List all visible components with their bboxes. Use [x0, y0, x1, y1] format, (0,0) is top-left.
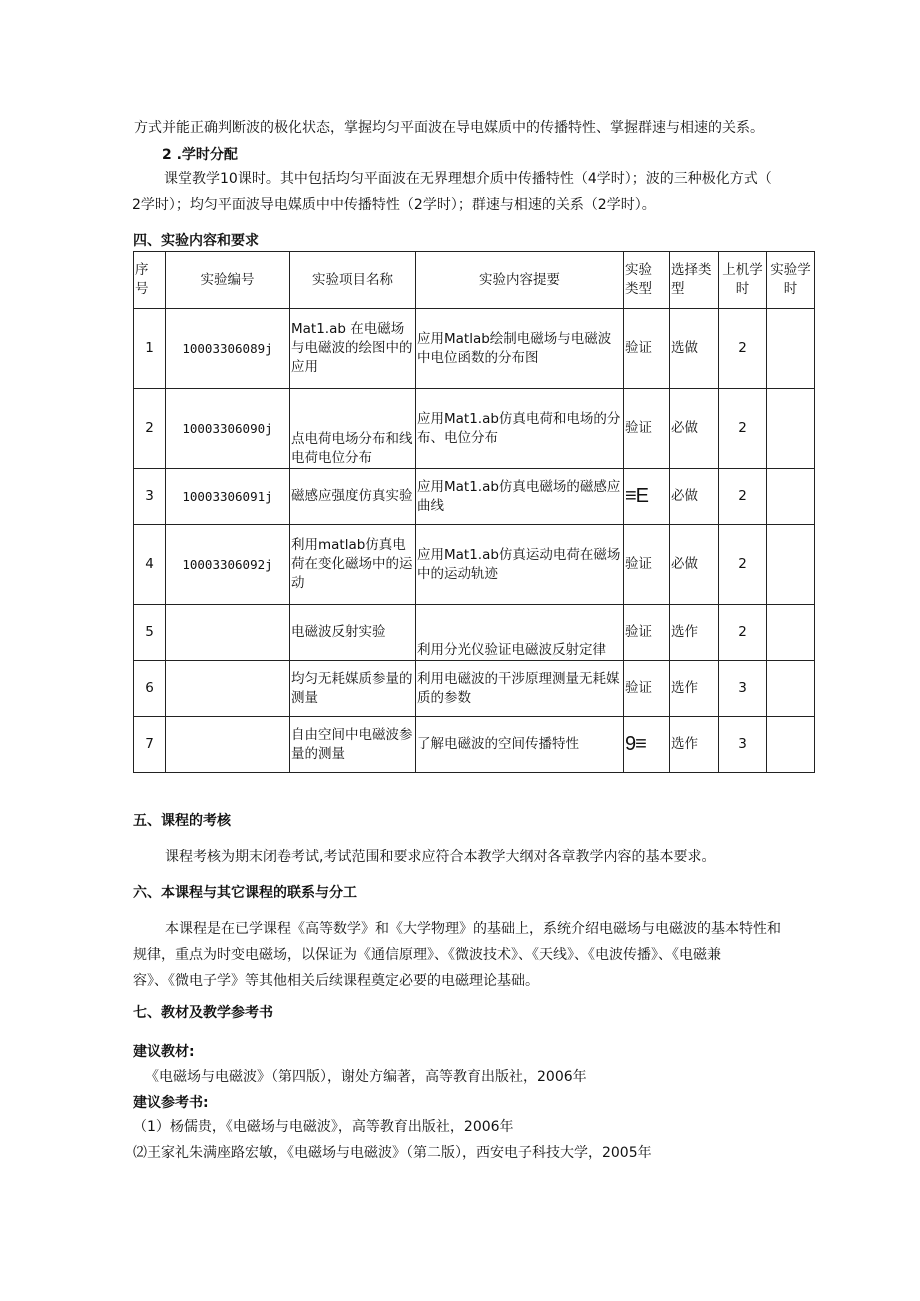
section-6-line-2: 规律，重点为时变电磁场，以保证为《通信原理》、《微波技术》、《天线》、《电波传播》、《电磁兼	[133, 947, 721, 963]
cell-choice: 选作	[670, 605, 719, 661]
header-type: 实验 类型	[624, 252, 670, 309]
header-code: 实验编号	[166, 252, 290, 309]
cell-lab-hours	[767, 389, 815, 469]
cell-name: 利用matlab仿真电荷在变化磁场中的运动	[290, 525, 416, 605]
section-7-title: 七、教材及教学参考书	[133, 1005, 273, 1021]
cell-name: 电磁波反射实验	[290, 605, 416, 661]
cell-seq: 1	[134, 309, 166, 389]
cell-choice: 必做	[670, 469, 719, 525]
cell-code	[166, 717, 290, 773]
cell-name: 点电荷电场分布和线电荷电位分布	[290, 389, 416, 469]
table-row	[134, 469, 815, 525]
cell-choice: 必做	[670, 389, 719, 469]
cell-seq: 3	[134, 469, 166, 525]
cell-seq: 2	[134, 389, 166, 469]
cell-type: 验证	[624, 309, 670, 389]
header-machine-hours: 上机学 时	[719, 252, 767, 309]
cell-code: 10003306092j	[166, 525, 290, 605]
cell-seq: 6	[134, 661, 166, 717]
reference-2: ⑵王家礼朱满座路宏敏，《电磁场与电磁波》（第二版），西安电子科技大学，2005年	[133, 1145, 652, 1161]
cell-name: Mat1.ab 在电磁场与电磁波的绘图中的应用	[290, 309, 416, 389]
cell-machine-hours: 2	[719, 389, 767, 469]
cell-choice: 选做	[670, 309, 719, 389]
section-5-title: 五、课程的考核	[133, 813, 231, 829]
table-row	[134, 389, 815, 469]
header-content: 实验内容提要	[416, 252, 624, 309]
cell-machine-hours: 3	[719, 717, 767, 773]
cell-code: 10003306089j	[166, 309, 290, 389]
header-lab-hours: 实验学 时	[767, 252, 815, 309]
table-row	[134, 661, 815, 717]
table-row	[134, 309, 815, 389]
cell-machine-hours: 2	[719, 525, 767, 605]
cell-type: 验证	[624, 525, 670, 605]
section-6-line-3: 容》、《微电子学》等其他相关后续课程奠定必要的电磁理论基础。	[133, 973, 539, 989]
cell-content: 应用Mat1.ab仿真电磁场的磁感应曲线	[416, 469, 624, 525]
cell-machine-hours: 2	[719, 469, 767, 525]
intro-line: 方式并能正确判断波的极化状态，掌握均匀平面波在导电媒质中的传播特性、掌握群速与相速的关系。	[134, 120, 764, 136]
cell-content: 了解电磁波的空间传播特性	[416, 717, 624, 773]
reference-1: （1）杨儒贵，《电磁场与电磁波》，高等教育出版社，2006年	[133, 1119, 514, 1135]
table-header-row	[134, 252, 815, 309]
cell-name: 自由空间中电磁波参量的测量	[290, 717, 416, 773]
table-row	[134, 717, 815, 773]
cell-lab-hours	[767, 661, 815, 717]
hours-heading: 2 .学时分配	[162, 147, 238, 163]
cell-content: 利用电磁波的干涉原理测量无耗媒质的参数	[416, 661, 624, 717]
textbook-label: 建议教材:	[133, 1044, 195, 1060]
header-seq: 序 号	[134, 252, 166, 309]
hours-line-1: 课堂教学10课时。其中包括均匀平面波在无界理想介质中传播特性（4学时）；波的三种极化方式（	[164, 171, 772, 187]
textbook-entry: 《电磁场与电磁波》（第四版），谢处方编著，高等教育出版社，2006年	[145, 1069, 587, 1085]
cell-type: 9≡	[624, 717, 670, 773]
section-5-text: 课程考核为期末闭卷考试,考试范围和要求应符合本教学大纲对各章教学内容的基本要求。	[165, 849, 716, 865]
cell-code: 10003306091j	[166, 469, 290, 525]
table-row	[134, 605, 815, 661]
section-6-line-1: 本课程是在已学课程《高等数学》和《大学物理》的基础上，系统介绍电磁场与电磁波的基本特性和	[165, 921, 781, 937]
hours-line-2: 2学时）；均匀平面波导电媒质中中传播特性（2学时）；群速与相速的关系（2学时）。	[132, 197, 656, 213]
cell-lab-hours	[767, 717, 815, 773]
refs-label: 建议参考书:	[133, 1095, 209, 1111]
cell-lab-hours	[767, 309, 815, 389]
cell-content: 应用Mat1.ab仿真电荷和电场的分布、电位分布	[416, 389, 624, 469]
experiment-table	[133, 251, 815, 773]
cell-lab-hours	[767, 469, 815, 525]
cell-choice: 选作	[670, 717, 719, 773]
cell-type: 验证	[624, 661, 670, 717]
cell-choice: 选作	[670, 661, 719, 717]
cell-content: 利用分光仪验证电磁波反射定律	[416, 605, 624, 661]
cell-content: 应用Mat1.ab仿真运动电荷在磁场中的运动轨迹	[416, 525, 624, 605]
cell-machine-hours: 2	[719, 605, 767, 661]
cell-type: ≡E	[624, 469, 670, 525]
cell-name: 均匀无耗媒质参量的测量	[290, 661, 416, 717]
cell-seq: 5	[134, 605, 166, 661]
cell-choice: 必做	[670, 525, 719, 605]
cell-code: 10003306090j	[166, 389, 290, 469]
cell-machine-hours: 3	[719, 661, 767, 717]
cell-lab-hours	[767, 525, 815, 605]
section-4-title: 四、实验内容和要求	[133, 233, 259, 249]
section-6-title: 六、本课程与其它课程的联系与分工	[133, 885, 357, 901]
cell-seq: 7	[134, 717, 166, 773]
cell-code	[166, 661, 290, 717]
cell-content: 应用Matlab绘制电磁场与电磁波中电位函数的分布图	[416, 309, 624, 389]
cell-type: 验证	[624, 605, 670, 661]
table-row	[134, 525, 815, 605]
cell-type: 验证	[624, 389, 670, 469]
header-choice: 选择类 型	[670, 252, 719, 309]
cell-code	[166, 605, 290, 661]
cell-seq: 4	[134, 525, 166, 605]
cell-machine-hours: 2	[719, 309, 767, 389]
cell-name: 磁感应强度仿真实验	[290, 469, 416, 525]
cell-lab-hours	[767, 605, 815, 661]
header-name: 实验项目名称	[290, 252, 416, 309]
